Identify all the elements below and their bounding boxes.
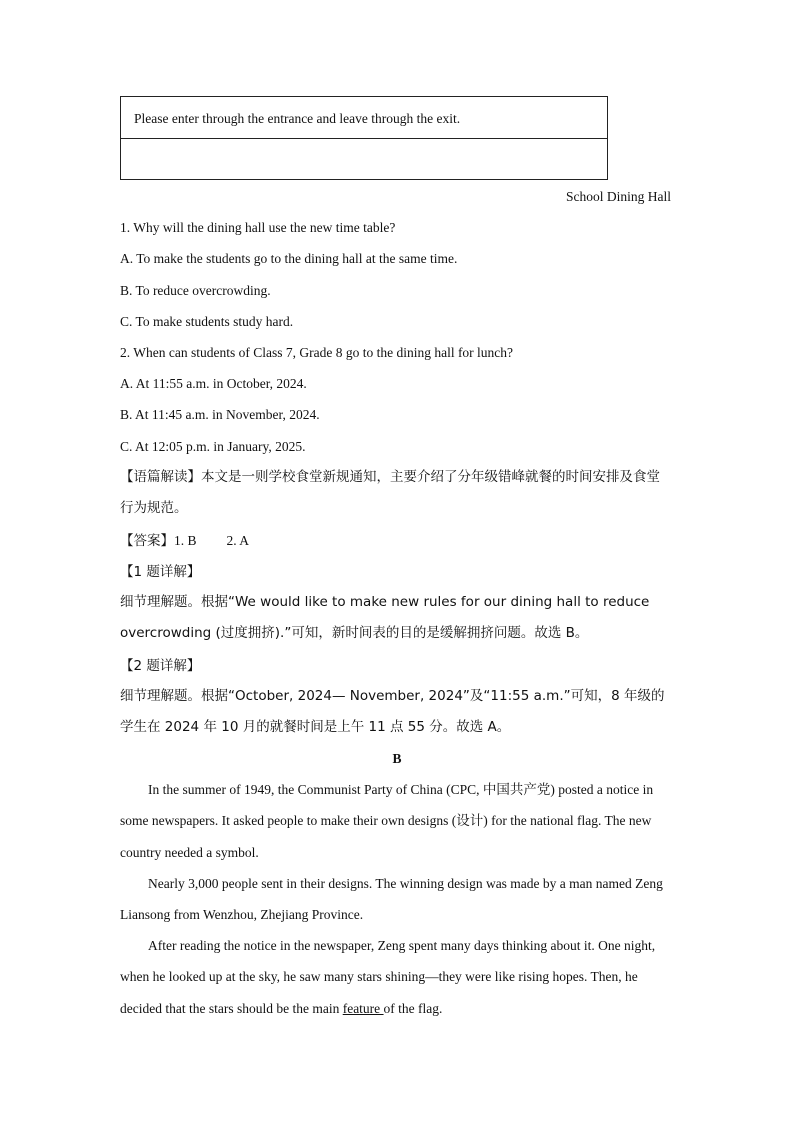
q2-detail: 细节理解题。根据“October, 2024— November, 2024”及“11:55 a.m.”可知，8 年级的学生在 2024 年 10 月的就餐时间是上午 11 点 55 分。故选 A。	[120, 688, 665, 736]
q1-detail-title: 【1 题详解】	[120, 564, 201, 580]
question-1-option-a: A. To make the students go to the dining hall at the same time.	[120, 251, 458, 266]
question-2-option-c: C. At 12:05 p.m. in January, 2025.	[120, 439, 306, 454]
notice-table	[120, 96, 608, 180]
passage-title: B	[392, 751, 402, 766]
question-2: 2. When can students of Class 7, Grade 8 go to the dining hall for lunch?	[120, 345, 514, 360]
question-1-option-b: B. To reduce overcrowding.	[120, 283, 271, 298]
passage-paragraph-3	[120, 930, 665, 1024]
paragraph-3-end: of the flag.	[383, 1000, 443, 1016]
passage-paragraph-1: In the summer of 1949, the Communist Party of China (CPC, 中国共产党) posted a notice in some newspapers. It asked people to make their own designs (设计) for the national flag. The new country needed a symbol.	[120, 782, 654, 860]
q1-detail: 细节理解题。根据“We would like to make new rules for our dining hall to reduce overcrowding (过度拥挤).”可知，新时间表的目的是缓解拥挤问题。故选 B。	[120, 594, 650, 642]
q2-detail-title: 【2 题详解】	[120, 658, 201, 674]
question-2-option-a: A. At 11:55 a.m. in October, 2024.	[120, 376, 307, 391]
question-2-option-b: B. At 11:45 a.m. in November, 2024.	[120, 407, 320, 422]
answer-line	[120, 530, 249, 552]
answer-2: 2. A	[226, 533, 250, 548]
notice-row-text: Please enter through the entrance and leave through the exit.	[121, 97, 607, 139]
underlined-word: feature	[342, 1000, 384, 1016]
question-1-option-c: C. To make students study hard.	[120, 314, 294, 329]
question-1: 1. Why will the dining hall use the new time table?	[120, 220, 396, 235]
paragraph-3-text: After reading the notice in the newspaper, Zeng spent many days thinking about it. One night, when he looked up at the sky, he saw many stars shining—they were like rising hopes. Then, he decided that the stars should be the main	[120, 938, 656, 1016]
notice-signature: School Dining Hall	[566, 189, 671, 204]
answer-1: 1. B	[174, 533, 197, 548]
passage-paragraph-2: Nearly 3,000 people sent in their designs. The winning design was made by a man named Zeng Liansong from Wenzhou, Zhejiang Province.	[120, 876, 663, 923]
reading-analysis: 【语篇解读】本文是一则学校食堂新规通知，主要介绍了分年级错峰就餐的时间安排及食堂行为规范。	[120, 469, 660, 517]
answer-label: 【答案】	[120, 533, 174, 549]
